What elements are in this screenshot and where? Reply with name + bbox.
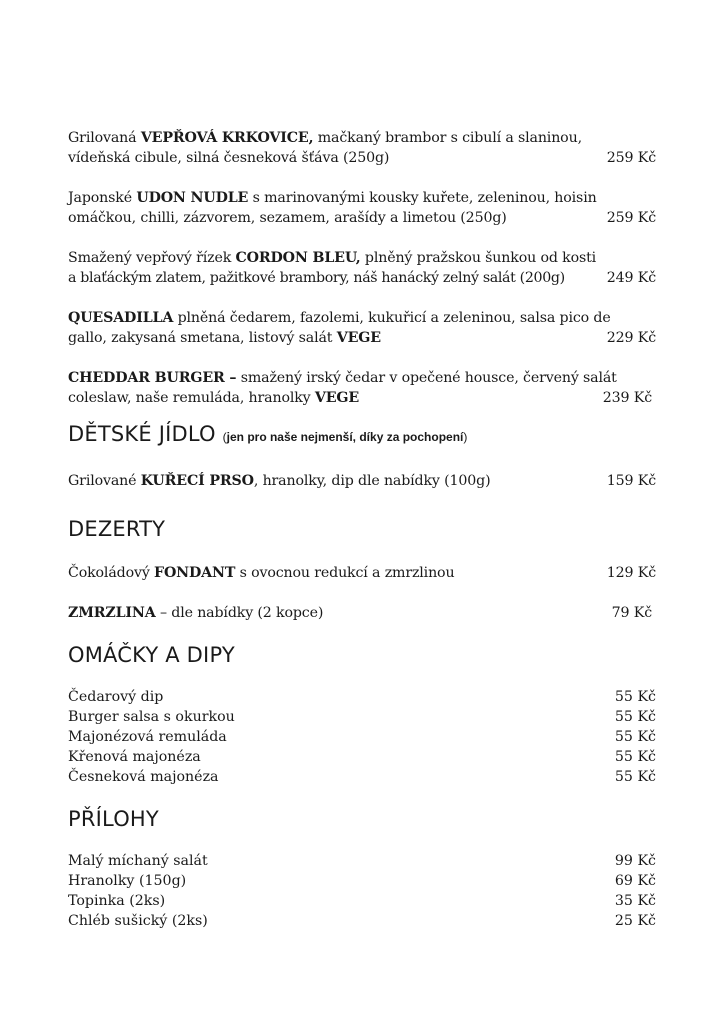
- item-name: Česneková majonéza: [68, 769, 219, 785]
- sauces-list: [68, 687, 656, 787]
- item-name: Čedarový dip: [68, 689, 164, 705]
- item-name: FONDANT: [154, 565, 236, 581]
- list-item: [68, 767, 656, 787]
- vege-label: VEGE: [336, 330, 381, 346]
- section-title-sauces: OMÁČKY A DIPY: [68, 643, 235, 667]
- list-item: [68, 911, 656, 931]
- item-price: 55 Kč: [614, 769, 656, 785]
- item-name: ZMRZLINA: [68, 605, 156, 621]
- item-price: 99 Kč: [614, 853, 656, 869]
- item-name: KUŘECÍ PRSO: [140, 473, 254, 489]
- item-name: Křenová majonéza: [68, 749, 201, 765]
- list-item: [68, 707, 656, 727]
- item-price: 129 Kč: [606, 565, 656, 581]
- item-text: , hranolky, dip dle nabídky (100g): [253, 473, 491, 489]
- item-price: 55 Kč: [614, 709, 656, 725]
- list-item: [68, 871, 656, 891]
- menu-page: [68, 128, 656, 931]
- item-price: 229 Kč: [606, 330, 656, 346]
- item-price: 159 Kč: [606, 473, 656, 489]
- section-title-desserts: DEZERTY: [68, 517, 166, 541]
- menu-item-kids-chicken: [68, 471, 656, 491]
- item-price: 55 Kč: [614, 729, 656, 745]
- menu-item-cheddar-burger: [68, 368, 656, 408]
- item-description: a blaťáckým zlatem, pažitkové brambory, náš hanácký zelný salát (200g): [68, 270, 565, 286]
- menu-item-krkovice: [68, 128, 656, 168]
- item-description: vídeňská cibule, silná česneková šťáva (250g): [68, 150, 390, 166]
- item-text: Grilované: [68, 473, 141, 489]
- item-price: 259 Kč: [606, 210, 656, 226]
- item-price: 249 Kč: [606, 270, 656, 286]
- item-text: plněná čedarem, fazolemi, kukuřicí a zeleninou, salsa pico de: [173, 310, 611, 326]
- menu-item-fondant: [68, 563, 656, 583]
- item-price: 55 Kč: [614, 689, 656, 705]
- item-name: QUESADILLA: [68, 310, 174, 326]
- section-title-kids: [68, 420, 656, 451]
- list-item: [68, 891, 656, 911]
- item-text: Čokoládový: [68, 565, 155, 581]
- item-description: omáčkou, chilli, zázvorem, sezamem, arašídy a limetou (250g): [68, 210, 507, 226]
- item-text: Grilovaná: [68, 130, 141, 146]
- vege-label: VEGE: [314, 390, 360, 406]
- list-item: [68, 727, 656, 747]
- item-name: Malý míchaný salát: [68, 853, 208, 869]
- item-text: Japonské: [68, 190, 137, 206]
- sides-list: [68, 851, 656, 931]
- item-text: s ovocnou redukcí a zmrzlinou: [235, 565, 455, 581]
- item-name: Majonézová remuláda: [68, 729, 227, 745]
- item-name: Burger salsa s okurkou: [68, 709, 235, 725]
- item-name: UDON NUDLE: [136, 190, 249, 206]
- item-text: smažený irský čedar v opečené housce, červený salát: [236, 370, 617, 386]
- section-title-sides: PŘÍLOHY: [68, 807, 159, 831]
- item-price: 259 Kč: [606, 150, 656, 166]
- list-item: [68, 851, 656, 871]
- menu-item-quesadilla: [68, 308, 656, 348]
- item-name: Topinka (2ks): [68, 893, 166, 909]
- item-name: Chléb sušický (2ks): [68, 913, 208, 929]
- item-name: VEPŘOVÁ KRKOVICE,: [140, 130, 314, 146]
- item-name: CORDON BLEU,: [235, 250, 361, 266]
- list-item: [68, 747, 656, 767]
- item-text: Smažený vepřový řízek: [68, 250, 236, 266]
- item-price: 239 Kč: [602, 390, 652, 406]
- item-text: plněný pražskou šunkou od kosti: [360, 250, 597, 266]
- item-price: 55 Kč: [614, 749, 656, 765]
- menu-item-udon: [68, 188, 656, 228]
- item-name: Hranolky (150g): [68, 873, 187, 889]
- item-description: gallo, zakysaná smetana, listový salát: [68, 330, 337, 346]
- section-title-text: DĚTSKÉ JÍDLO: [68, 422, 216, 446]
- item-price: 35 Kč: [614, 893, 656, 909]
- item-text: mačkaný brambor s cibulí a slaninou,: [313, 130, 582, 146]
- item-price: 69 Kč: [614, 873, 656, 889]
- list-item: [68, 687, 656, 707]
- item-price: 79 Kč: [611, 605, 652, 621]
- menu-item-zmrzlina: [68, 603, 656, 623]
- item-text: – dle nabídky (2 kopce): [155, 605, 324, 621]
- item-price: 25 Kč: [614, 913, 656, 929]
- section-note: (jen pro naše nejmenší, díky za pochopení): [222, 430, 468, 444]
- item-text: s marinovanými kousky kuřete, zeleninou, hoisin: [248, 190, 597, 206]
- item-description: coleslaw, naše remuláda, hranolky: [68, 390, 315, 406]
- menu-item-cordon-bleu: [68, 248, 656, 288]
- item-name: CHEDDAR BURGER –: [68, 370, 237, 386]
